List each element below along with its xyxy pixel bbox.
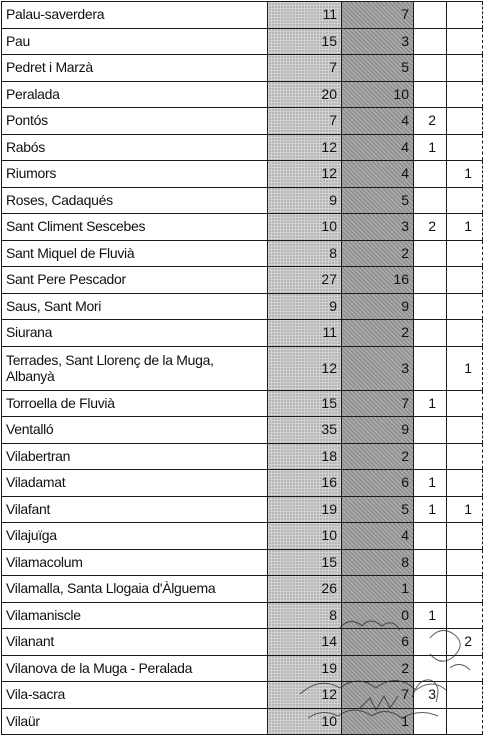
municipality-name: Vilamaniscle [2,602,268,629]
value-column-a: 7 [268,108,342,135]
value-column-b: 5 [342,187,414,214]
value-column-d [447,602,483,629]
value-column-b: 6 [342,470,414,497]
value-column-a: 15 [268,549,342,576]
value-column-c [414,320,447,347]
value-column-c: 3 [414,682,447,709]
value-column-a: 10 [268,708,342,735]
table-row [2,602,483,629]
value-column-b: 3 [342,346,414,390]
municipality-name: Sant Climent Sescebes [2,214,268,241]
value-column-a: 27 [268,267,342,294]
municipality-name: Vilaür [2,708,268,735]
value-column-a: 9 [268,293,342,320]
value-column-c: 2 [414,108,447,135]
value-column-d [447,28,483,55]
value-column-b: 3 [342,214,414,241]
table-row [2,443,483,470]
value-column-a: 16 [268,470,342,497]
table-row [2,108,483,135]
municipality-name: Vilabertran [2,443,268,470]
table-row [2,629,483,656]
municipality-name: Vilamacolum [2,549,268,576]
value-column-d [447,81,483,108]
municipality-name: Terrades, Sant Llorenç de la Muga, Albanyà [2,346,268,390]
value-column-c [414,240,447,267]
table-row [2,470,483,497]
value-column-a: 15 [268,28,342,55]
results-table-body [2,2,483,735]
municipality-name: Roses, Cadaqués [2,187,268,214]
value-column-a: 18 [268,443,342,470]
value-column-d [447,576,483,603]
value-column-c [414,28,447,55]
table-row [2,267,483,294]
value-column-a: 12 [268,161,342,188]
municipality-name: Peralada [2,81,268,108]
value-column-c: 1 [414,602,447,629]
value-column-b: 4 [342,161,414,188]
value-column-c [414,708,447,735]
value-column-d [447,549,483,576]
value-column-c [414,346,447,390]
value-column-c [414,443,447,470]
value-column-b: 8 [342,549,414,576]
municipality-name: Viladamat [2,470,268,497]
value-column-d [447,682,483,709]
municipality-name: Pau [2,28,268,55]
municipality-name: Siurana [2,320,268,347]
value-column-a: 15 [268,390,342,417]
municipality-name: Vilanant [2,629,268,656]
value-column-a: 7 [268,55,342,82]
table-row [2,161,483,188]
value-column-d [447,708,483,735]
value-column-a: 19 [268,496,342,523]
value-column-d [447,390,483,417]
value-column-a: 12 [268,682,342,709]
value-column-d [447,187,483,214]
value-column-b: 7 [342,390,414,417]
value-column-d [447,134,483,161]
value-column-d [447,523,483,550]
value-column-d: 1 [447,496,483,523]
value-column-a: 8 [268,602,342,629]
value-column-a: 10 [268,214,342,241]
table-row [2,390,483,417]
value-column-d: 2 [447,629,483,656]
table-row [2,682,483,709]
value-column-b: 0 [342,602,414,629]
municipality-name: Sant Pere Pescador [2,267,268,294]
value-column-c [414,523,447,550]
value-column-a: 11 [268,2,342,29]
value-column-a: 20 [268,81,342,108]
table-row [2,346,483,390]
municipality-name: Pontós [2,108,268,135]
table-row [2,214,483,241]
value-column-b: 6 [342,629,414,656]
value-column-b: 2 [342,240,414,267]
value-column-a: 14 [268,629,342,656]
table-row [2,187,483,214]
value-column-a: 26 [268,576,342,603]
table-row [2,549,483,576]
municipality-name: Ventalló [2,417,268,444]
value-column-c [414,267,447,294]
value-column-a: 8 [268,240,342,267]
municipality-name: Riumors [2,161,268,188]
table-row [2,417,483,444]
municipality-name: Vila-sacra [2,682,268,709]
value-column-b: 9 [342,293,414,320]
value-column-a: 9 [268,187,342,214]
value-column-b: 9 [342,417,414,444]
value-column-c: 1 [414,470,447,497]
table-row [2,55,483,82]
municipality-name: Sant Miquel de Fluvià [2,240,268,267]
value-column-d: 1 [447,161,483,188]
value-column-d [447,267,483,294]
value-column-a: 35 [268,417,342,444]
value-column-b: 5 [342,55,414,82]
value-column-d [447,108,483,135]
value-column-b: 5 [342,496,414,523]
value-column-c: 2 [414,214,447,241]
municipality-name: Pedret i Marzà [2,55,268,82]
value-column-b: 10 [342,81,414,108]
table-row [2,576,483,603]
value-column-b: 4 [342,108,414,135]
municipality-name: Vilajuïga [2,523,268,550]
value-column-b: 2 [342,443,414,470]
municipality-name: Rabós [2,134,268,161]
table-row [2,293,483,320]
table-row [2,2,483,29]
value-column-d [447,320,483,347]
value-column-b: 2 [342,320,414,347]
table-row [2,496,483,523]
value-column-b: 1 [342,576,414,603]
value-column-b: 7 [342,682,414,709]
value-column-c [414,161,447,188]
value-column-c [414,417,447,444]
value-column-b: 2 [342,655,414,682]
value-column-d [447,2,483,29]
value-column-a: 10 [268,523,342,550]
municipality-name: Vilamalla, Santa Llogaia d'Àlguema [2,576,268,603]
table-row [2,240,483,267]
value-column-c [414,655,447,682]
municipality-name: Torroella de Fluvià [2,390,268,417]
municipality-name: Saus, Sant Mori [2,293,268,320]
table-row [2,320,483,347]
value-column-c: 1 [414,134,447,161]
value-column-d [447,55,483,82]
value-column-b: 1 [342,708,414,735]
results-table [1,1,483,735]
value-column-a: 19 [268,655,342,682]
value-column-b: 4 [342,134,414,161]
value-column-b: 7 [342,2,414,29]
municipality-name: Vilafant [2,496,268,523]
value-column-d: 1 [447,346,483,390]
value-column-d [447,240,483,267]
table-row [2,28,483,55]
value-column-b: 4 [342,523,414,550]
value-column-b: 16 [342,267,414,294]
value-column-c [414,2,447,29]
value-column-c [414,55,447,82]
municipality-name: Palau-saverdera [2,2,268,29]
value-column-d [447,293,483,320]
value-column-a: 12 [268,346,342,390]
value-column-d: 1 [447,214,483,241]
value-column-d [447,655,483,682]
value-column-c [414,549,447,576]
value-column-d [447,470,483,497]
table-row [2,134,483,161]
municipality-name: Vilanova de la Muga - Peralada [2,655,268,682]
table-row [2,655,483,682]
value-column-a: 11 [268,320,342,347]
value-column-d [447,443,483,470]
table-row [2,81,483,108]
table-row [2,523,483,550]
value-column-b: 3 [342,28,414,55]
value-column-c [414,293,447,320]
value-column-d [447,417,483,444]
value-column-c [414,187,447,214]
value-column-c [414,81,447,108]
value-column-a: 12 [268,134,342,161]
table-row [2,708,483,735]
value-column-c [414,576,447,603]
value-column-c: 1 [414,390,447,417]
value-column-c: 1 [414,496,447,523]
value-column-c [414,629,447,656]
